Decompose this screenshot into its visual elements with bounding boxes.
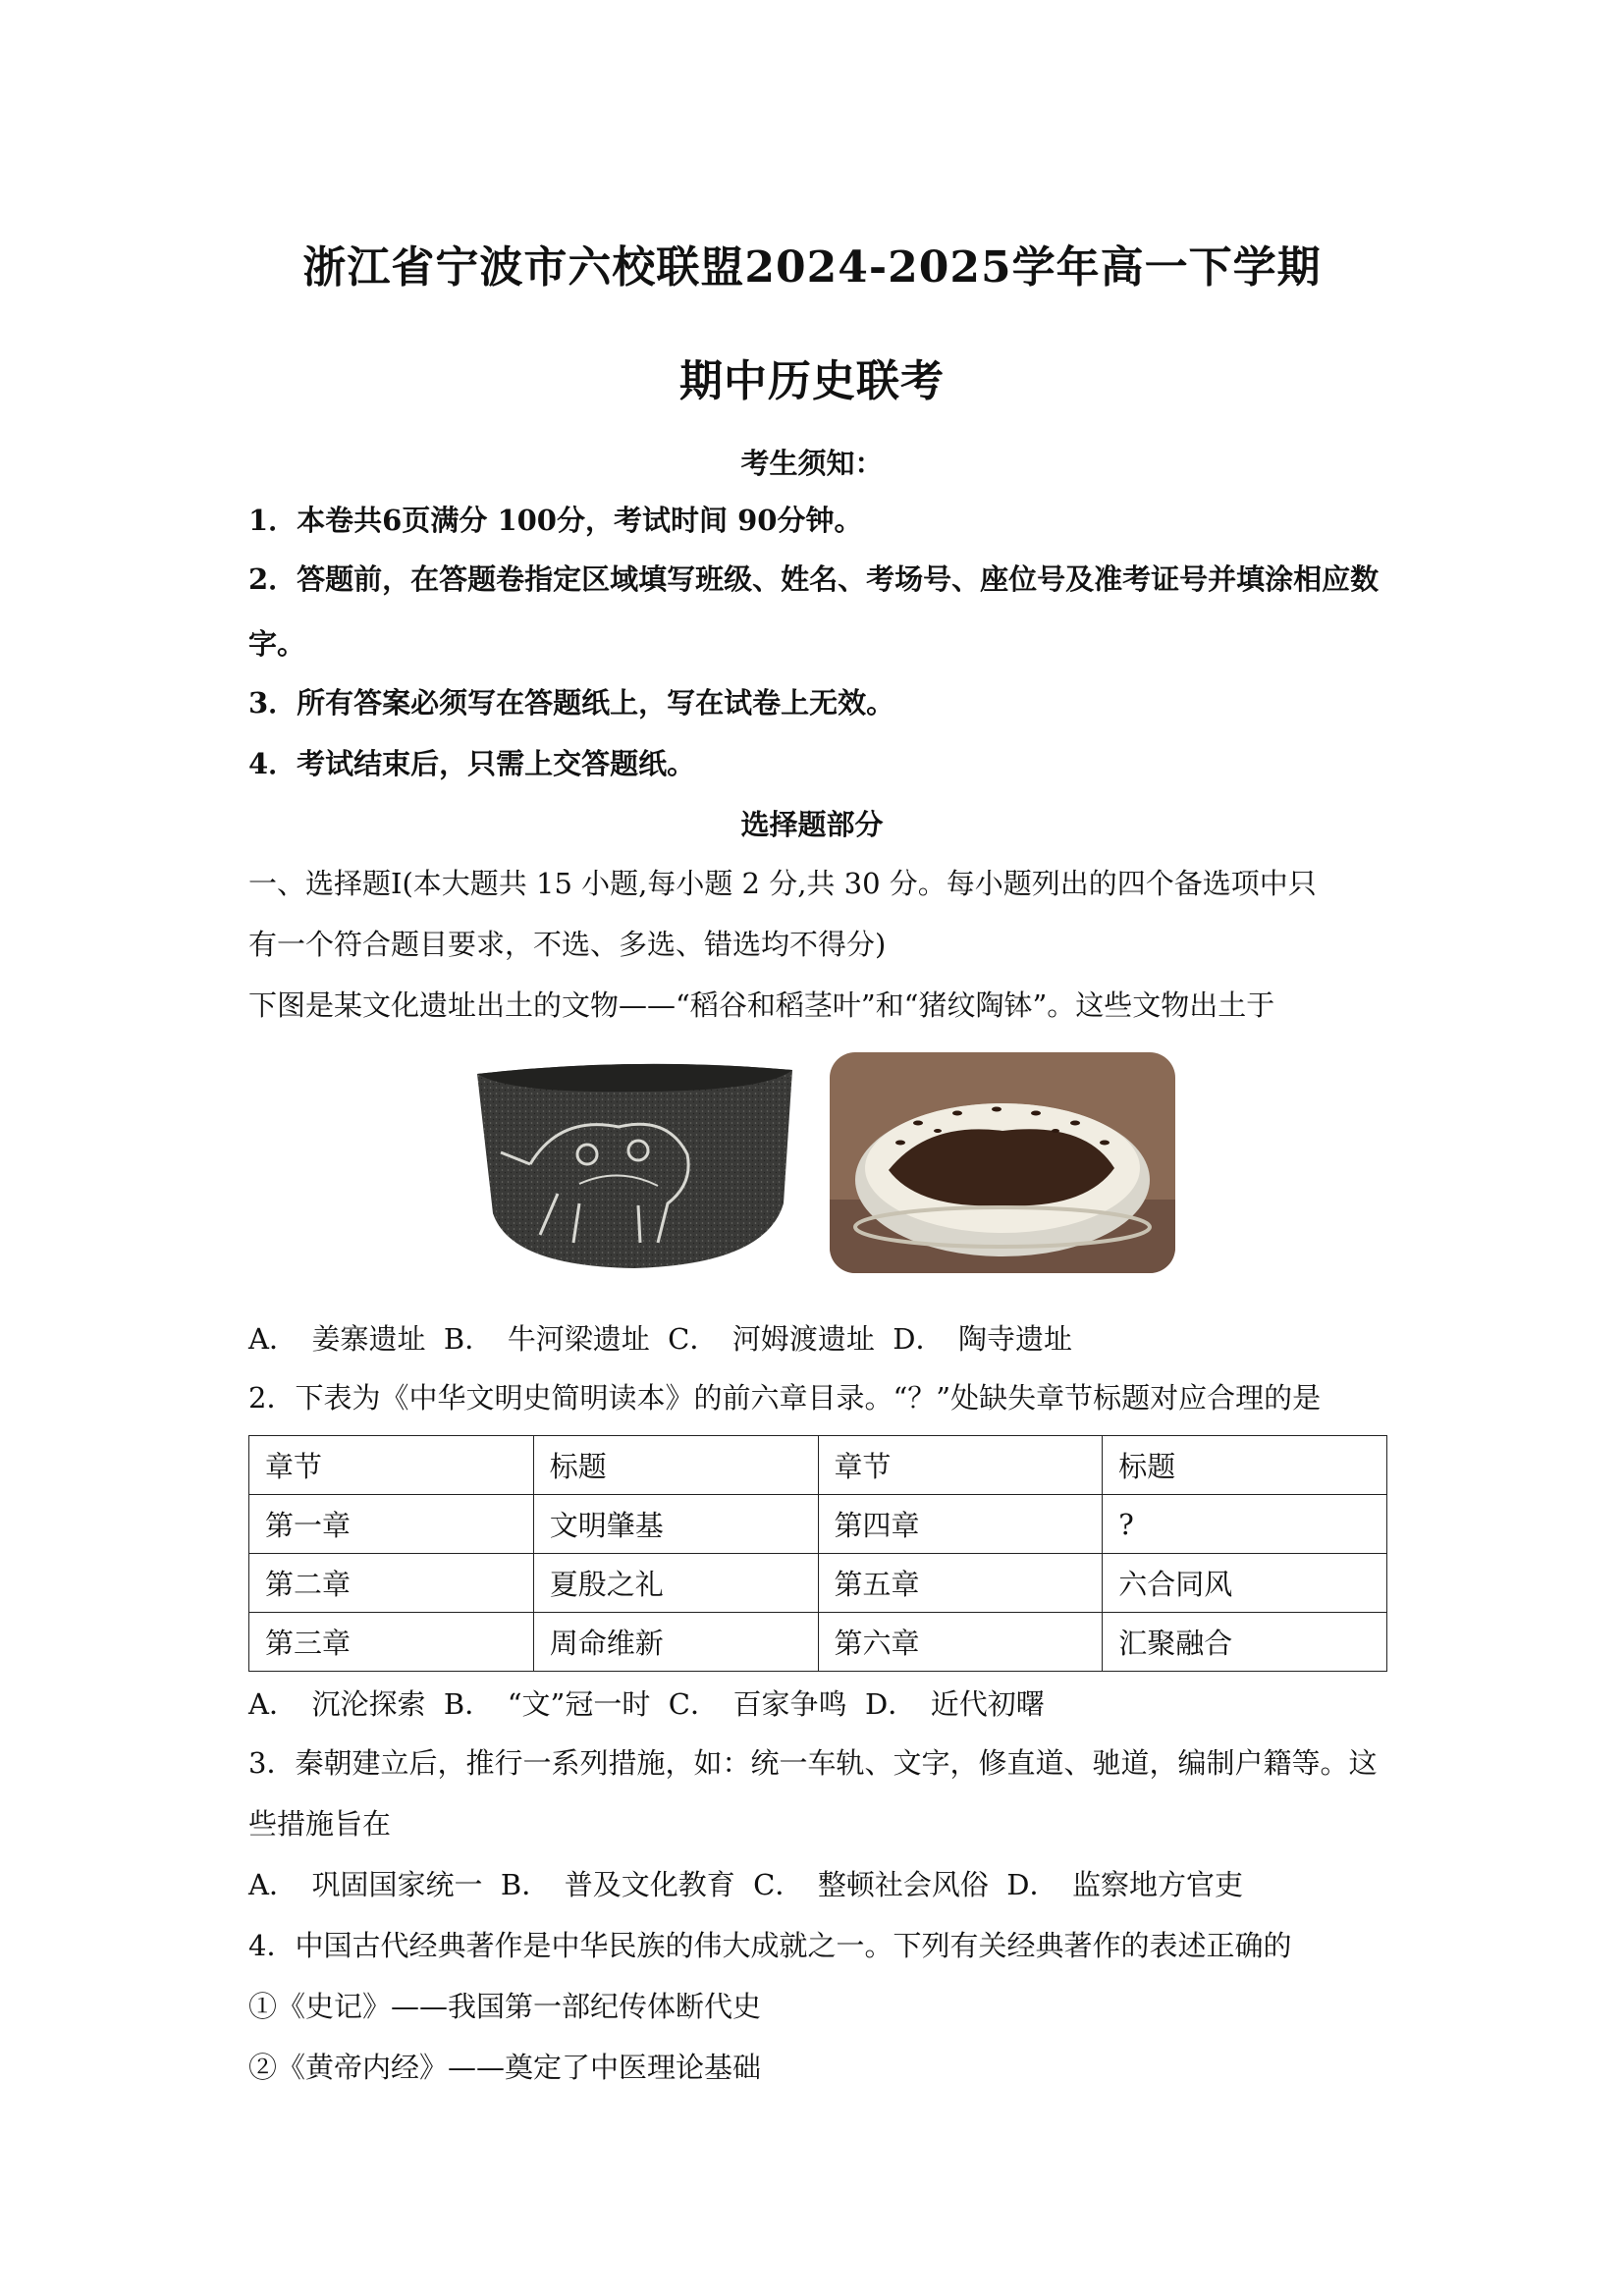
table-row	[249, 1495, 1387, 1554]
section-intro-line2: 有一个符合题目要求，不选、多选、错选均不得分)	[248, 928, 887, 961]
q3-option-d: D． 监察地方官吏	[1006, 1868, 1244, 1901]
pig-pattern-pottery-bowl-image	[471, 1056, 798, 1270]
q3-option-a: A． 巩固国家统一	[248, 1868, 483, 1901]
exam-title-line1: 浙江省宁波市六校联盟2024-2025学年高一下学期	[302, 242, 1322, 293]
q4-item-2: ②《黄帝内经》——奠定了中医理论基础	[248, 2051, 762, 2084]
q3-option-b: B． 普及文化教育	[500, 1868, 735, 1901]
rice-grain-dish-image	[830, 1052, 1175, 1273]
table-cell: 第二章	[249, 1554, 534, 1613]
table-cell: 第四章	[818, 1495, 1103, 1554]
table-row	[249, 1554, 1387, 1613]
table-cell: 章节	[249, 1436, 534, 1495]
notice-item-2: 2．答题前，在答题卷指定区域填写班级、姓名、考场号、座位号及准考证号并填涂相应数	[248, 562, 1380, 596]
q2-stem: 2．下表为《中华文明史简明读本》的前六章目录。“？”处缺失章节标题对应合理的是	[248, 1381, 1322, 1415]
table-cell: 章节	[818, 1436, 1103, 1495]
q3-stem-line2: 些措施旨在	[248, 1807, 392, 1841]
table-cell: 第六章	[818, 1613, 1103, 1672]
table-cell: 第三章	[249, 1613, 534, 1672]
table-cell: 标题	[533, 1436, 818, 1495]
table-cell: 夏殷之礼	[533, 1554, 818, 1613]
exam-title-line2: 期中历史联考	[679, 356, 945, 406]
notice-item-4: 4．考试结束后，只需上交答题纸。	[248, 747, 696, 780]
section-intro-line1: 一、选择题Ⅰ(本大题共 15 小题,每小题 2 分,共 30 分。每小题列出的四个备选项中只	[248, 867, 1317, 900]
q1-options	[248, 1319, 1387, 1359]
q2-option-b: B． “文”冠一时	[443, 1687, 651, 1721]
table-row	[249, 1436, 1387, 1495]
notice-heading: 考生须知：	[740, 447, 884, 480]
q1-option-a: A． 姜寨遗址	[248, 1322, 426, 1356]
table-cell: 汇聚融合	[1103, 1613, 1387, 1672]
q1-option-b: B． 牛河梁遗址	[443, 1322, 650, 1356]
q1-option-c: C． 河姆渡遗址	[668, 1322, 875, 1356]
q4-stem: 4．中国古代经典著作是中华民族的伟大成就之一。下列有关经典著作的表述正确的	[248, 1929, 1292, 1962]
q1-option-d: D． 陶寺遗址	[893, 1322, 1073, 1356]
q2-option-a: A． 沉沦探索	[248, 1687, 426, 1721]
q2-option-d: D． 近代初曙	[864, 1687, 1045, 1721]
table-cell: 第五章	[818, 1554, 1103, 1613]
table-cell: 标题	[1103, 1436, 1387, 1495]
q1-stem: 下图是某文化遗址出土的文物——“稻谷和稻茎叶”和“猪纹陶钵”。这些文物出土于	[248, 988, 1275, 1022]
q3-option-c: C． 整顿社会风俗	[753, 1868, 989, 1901]
q2-options	[248, 1684, 1387, 1724]
q2-table	[248, 1435, 1387, 1672]
table-cell: 第一章	[249, 1495, 534, 1554]
q1-figures	[471, 1052, 1178, 1273]
table-cell: 六合同风	[1103, 1554, 1387, 1613]
table-cell: ?	[1103, 1495, 1387, 1554]
notice-item-3: 3．所有答案必须写在答题纸上，写在试卷上无效。	[248, 686, 895, 720]
q3-stem-line1: 3．秦朝建立后，推行一系列措施，如：统一车轨、文字，修直道、驰道，编制户籍等。这	[248, 1746, 1378, 1780]
section-title: 选择题部分	[740, 808, 884, 841]
q2-option-c: C． 百家争鸣	[668, 1687, 847, 1721]
table-cell: 文明肇基	[533, 1495, 818, 1554]
q3-options	[248, 1865, 1387, 1904]
notice-item-2-cont: 字。	[248, 627, 306, 661]
table-cell: 周命维新	[533, 1613, 818, 1672]
table-row	[249, 1613, 1387, 1672]
notice-item-1: 1．本卷共6页满分 100分，考试时间 90分钟。	[248, 504, 863, 537]
q4-item-1: ①《史记》——我国第一部纪传体断代史	[248, 1990, 762, 2023]
